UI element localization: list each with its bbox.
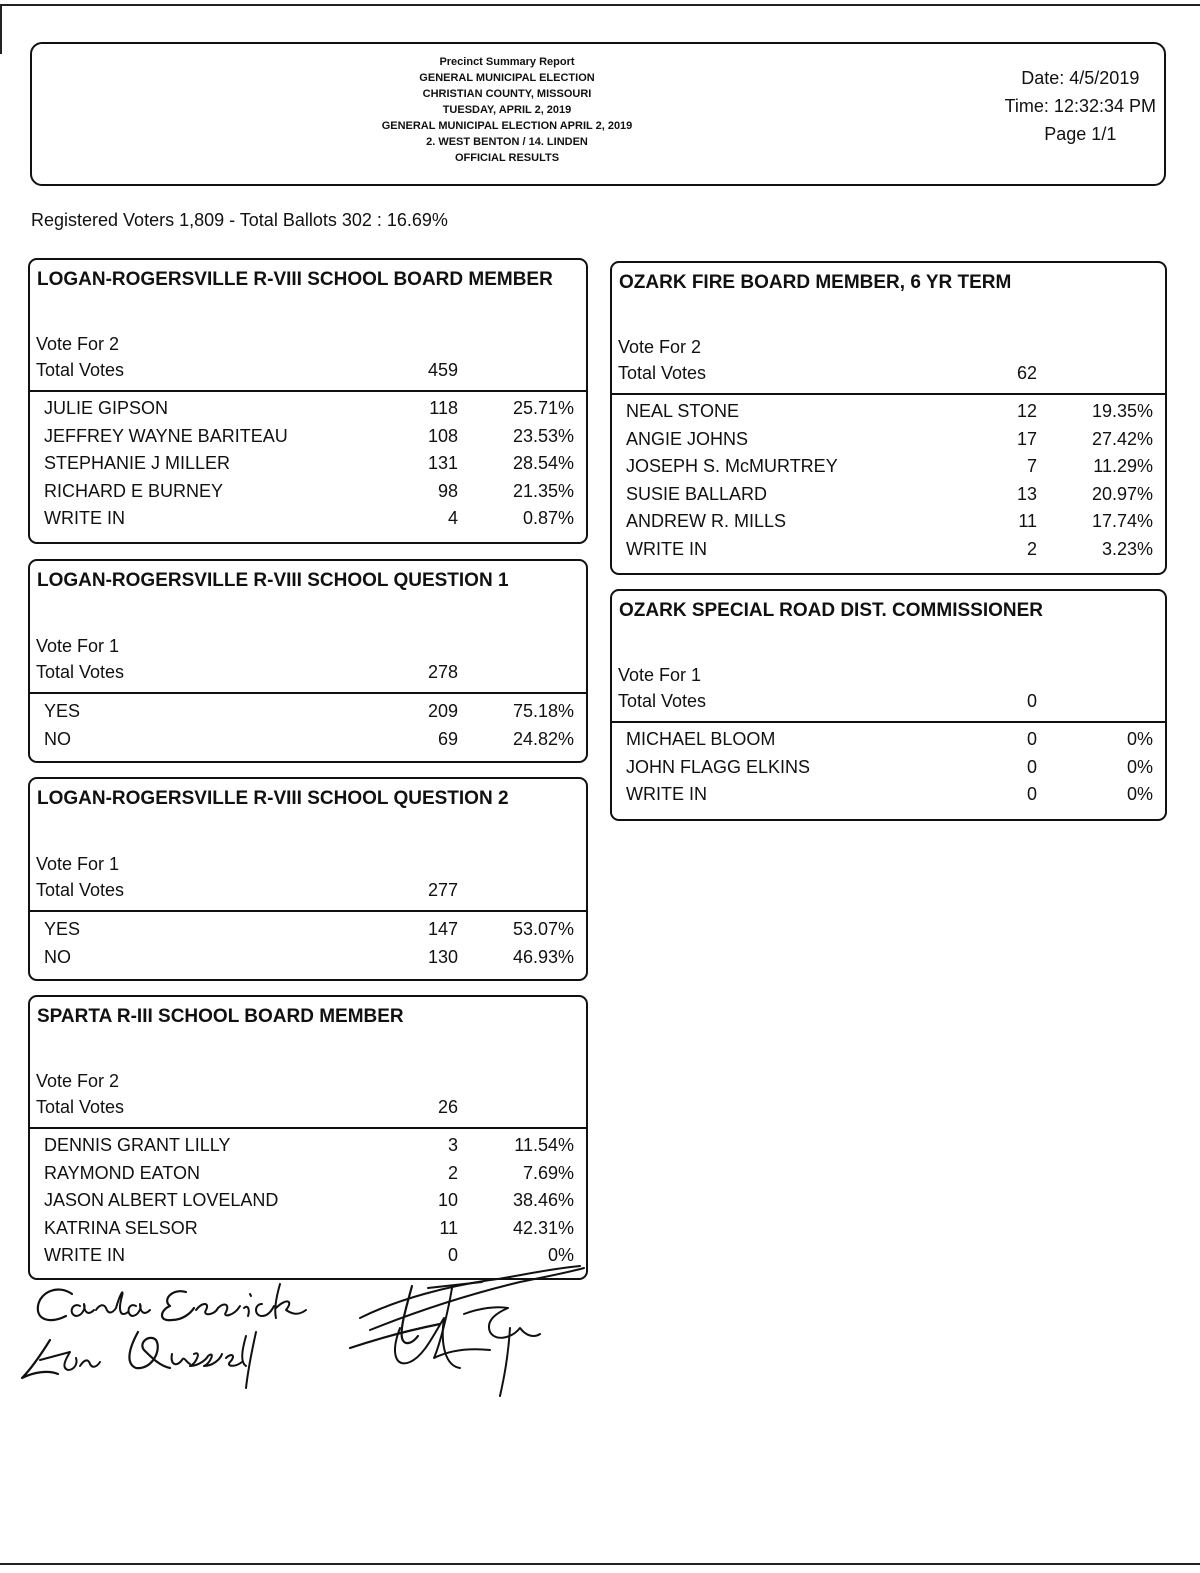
total-votes-label: Total Votes [36,880,125,900]
contest-box [28,258,588,544]
candidate-name: JASON ALBERT LOVELAND [44,1190,279,1210]
candidate-name: WRITE IN [626,538,707,559]
election-date: TUESDAY, APRIL 2, 2019 [442,104,572,116]
candidate-votes: 131 [427,453,458,473]
candidate-percent: 24.82% [512,728,574,749]
candidate-percent: 23.53% [512,425,574,446]
candidate-votes: 4 [447,508,458,528]
election-full-name: GENERAL MUNICIPAL ELECTION APRIL 2, 2019 [381,120,633,132]
candidate-percent: 75.18% [512,701,574,721]
signature-right [340,1258,600,1408]
contest-box [28,559,588,763]
candidate-name: WRITE IN [44,508,125,528]
candidate-list [30,701,586,756]
contest-divider [30,390,586,392]
candidate-name: KATRINA SELSOR [44,1217,198,1238]
candidate-name: NO [44,946,71,967]
vote-for-label: Vote For 2 [36,1071,120,1091]
candidate-row [612,757,1165,785]
candidate-percent: 25.71% [512,398,574,418]
bottom-border-line [0,1563,1200,1565]
contest-title: OZARK SPECIAL ROAD DIST. COMMISSIONER [619,600,1044,621]
candidate-votes: 11 [439,1217,458,1238]
contest-title: LOGAN-ROGERSVILLE R-VIII SCHOOL BOARD MEMBER [37,269,553,290]
county-name: CHRISTIAN COUNTY, MISSOURI [422,88,592,100]
candidate-percent: 28.54% [512,453,574,473]
candidate-votes: 118 [429,398,458,418]
report-header [30,42,1166,186]
report-type: Precinct Summary Report [439,56,575,68]
total-votes-value: 26 [437,1097,458,1117]
candidate-row [612,429,1165,457]
candidate-votes: 2 [1026,538,1037,559]
top-border-line [0,4,1200,6]
candidate-votes: 0 [1026,784,1037,804]
total-votes-label: Total Votes [36,662,125,682]
contest-title: LOGAN-ROGERSVILLE R-VIII SCHOOL QUESTION 2 [37,788,509,809]
candidate-row [30,398,586,426]
total-votes-label: Total Votes [618,363,707,383]
vote-for-label: Vote For 1 [618,665,702,685]
candidate-name: DENNIS GRANT LILLY [44,1135,231,1155]
vote-for-label: Vote For 2 [618,337,702,357]
candidate-list [30,919,586,974]
candidate-votes: 11 [1018,511,1037,531]
candidate-name: JEFFREY WAYNE BARITEAU [44,425,288,446]
candidate-row [30,508,586,536]
candidate-row [612,456,1165,484]
contest-divider [612,393,1165,395]
report-time: Time: 12:32:34 PM [1004,96,1156,116]
candidate-name: JOSEPH S. McMURTREY [626,456,838,476]
vote-for-label: Vote For 2 [36,334,120,354]
candidate-votes: 69 [437,728,458,749]
candidate-row [30,1163,586,1191]
candidate-row [30,919,586,947]
candidate-row [30,426,586,454]
candidate-percent: 11.29% [1093,456,1153,476]
candidate-percent: 42.31% [512,1217,574,1238]
candidate-percent: 53.07% [512,919,574,939]
candidate-name: RICHARD E BURNEY [44,480,224,501]
total-votes-row [36,880,586,904]
candidate-list [30,1135,586,1273]
contest-divider [30,692,586,694]
candidate-votes: 10 [437,1190,458,1210]
candidate-percent: 7.69% [522,1162,574,1183]
candidate-votes: 147 [427,919,458,939]
candidate-percent: 0% [1126,729,1153,749]
candidate-percent: 0.87% [522,508,574,528]
candidate-name: RAYMOND EATON [44,1162,201,1183]
candidate-list [612,729,1165,812]
candidate-percent: 11.54% [514,1135,574,1155]
candidate-row [612,784,1165,812]
candidate-votes: 0 [1026,756,1037,777]
candidate-votes: 98 [437,480,458,501]
candidate-row [30,729,586,757]
candidate-votes: 130 [427,946,458,967]
candidate-percent: 0% [1126,756,1153,777]
candidate-name: NO [44,728,71,749]
candidate-list [612,401,1165,566]
contest-divider [612,721,1165,723]
candidate-percent: 21.35% [512,480,574,501]
report-header-title-block [332,54,682,166]
candidate-name: WRITE IN [626,784,707,804]
candidate-votes: 17 [1016,428,1037,449]
candidate-percent: 0% [547,1245,574,1265]
total-votes-row [36,1097,586,1121]
total-votes-value: 62 [1016,363,1037,383]
total-votes-label: Total Votes [36,1097,125,1117]
contest-divider [30,1127,586,1129]
total-votes-value: 0 [1026,691,1037,711]
candidate-name: ANGIE JOHNS [626,428,749,449]
candidate-percent: 46.93% [512,946,574,967]
candidate-percent: 3.23% [1101,538,1153,559]
candidate-percent: 20.97% [1091,483,1153,504]
candidate-percent: 19.35% [1091,401,1153,421]
candidate-name: NEAL STONE [626,401,740,421]
candidate-row [30,947,586,975]
candidate-percent: 27.42% [1091,428,1153,449]
contest-title: OZARK FIRE BOARD MEMBER, 6 YR TERM [619,272,1012,293]
candidate-row [612,401,1165,429]
candidate-percent: 17.74% [1091,511,1153,531]
candidate-name: MICHAEL BLOOM [626,729,776,749]
candidate-row [612,539,1165,567]
total-votes-label: Total Votes [36,360,125,380]
vote-for-label: Vote For 1 [36,854,120,874]
report-date: Date: 4/5/2019 [1021,68,1140,88]
total-votes-value: 277 [427,880,458,900]
candidate-name: JULIE GIPSON [44,398,169,418]
contest-divider [30,910,586,912]
report-meta [1005,64,1156,148]
total-votes-label: Total Votes [618,691,707,711]
contest-box [610,261,1167,575]
page-number: Page 1/1 [1044,124,1117,144]
candidate-name: STEPHANIE J MILLER [44,453,231,473]
candidate-votes: 13 [1016,483,1037,504]
candidate-votes: 0 [1026,729,1037,749]
candidate-row [30,453,586,481]
contest-title: SPARTA R-III SCHOOL BOARD MEMBER [37,1006,404,1027]
precinct-name: 2. WEST BENTON / 14. LINDEN [426,136,588,148]
candidate-votes: 3 [447,1135,458,1155]
candidate-name: YES [44,701,81,721]
candidate-list [30,398,586,536]
candidate-percent: 0% [1126,784,1153,804]
candidate-votes: 209 [427,701,458,721]
election-name: GENERAL MUNICIPAL ELECTION [419,72,595,84]
candidate-name: SUSIE BALLARD [626,483,768,504]
scan-edge-mark [0,6,2,54]
candidate-votes: 7 [1026,456,1037,476]
candidate-row [612,729,1165,757]
signature-left [10,1270,330,1400]
total-votes-row [618,363,1165,387]
candidate-row [30,1190,586,1218]
candidate-votes: 2 [447,1162,458,1183]
total-votes-value: 459 [427,360,458,380]
total-votes-value: 278 [427,662,458,682]
total-votes-row [618,691,1165,715]
candidate-row [30,1135,586,1163]
turnout-summary: Registered Voters 1,809 - Total Ballots 302 : 16.69% [31,210,448,230]
candidate-percent: 38.46% [512,1190,574,1210]
contest-box [28,995,588,1280]
contest-box [28,777,588,981]
candidate-row [30,1218,586,1246]
candidate-row [30,701,586,729]
candidate-row [612,484,1165,512]
results-status: OFFICIAL RESULTS [454,152,560,164]
candidate-name: JOHN FLAGG ELKINS [626,756,811,777]
total-votes-row [36,662,586,686]
candidate-row [612,511,1165,539]
candidate-votes: 12 [1016,401,1037,421]
total-votes-row [36,360,586,384]
candidate-name: YES [44,919,81,939]
contest-box [610,589,1167,821]
vote-for-label: Vote For 1 [36,636,120,656]
candidate-row [30,481,586,509]
candidate-votes: 108 [427,425,458,446]
contest-title: LOGAN-ROGERSVILLE R-VIII SCHOOL QUESTION 1 [37,570,509,591]
candidate-name: ANDREW R. MILLS [626,511,787,531]
candidate-votes: 0 [447,1245,458,1265]
candidate-name: WRITE IN [44,1245,125,1265]
